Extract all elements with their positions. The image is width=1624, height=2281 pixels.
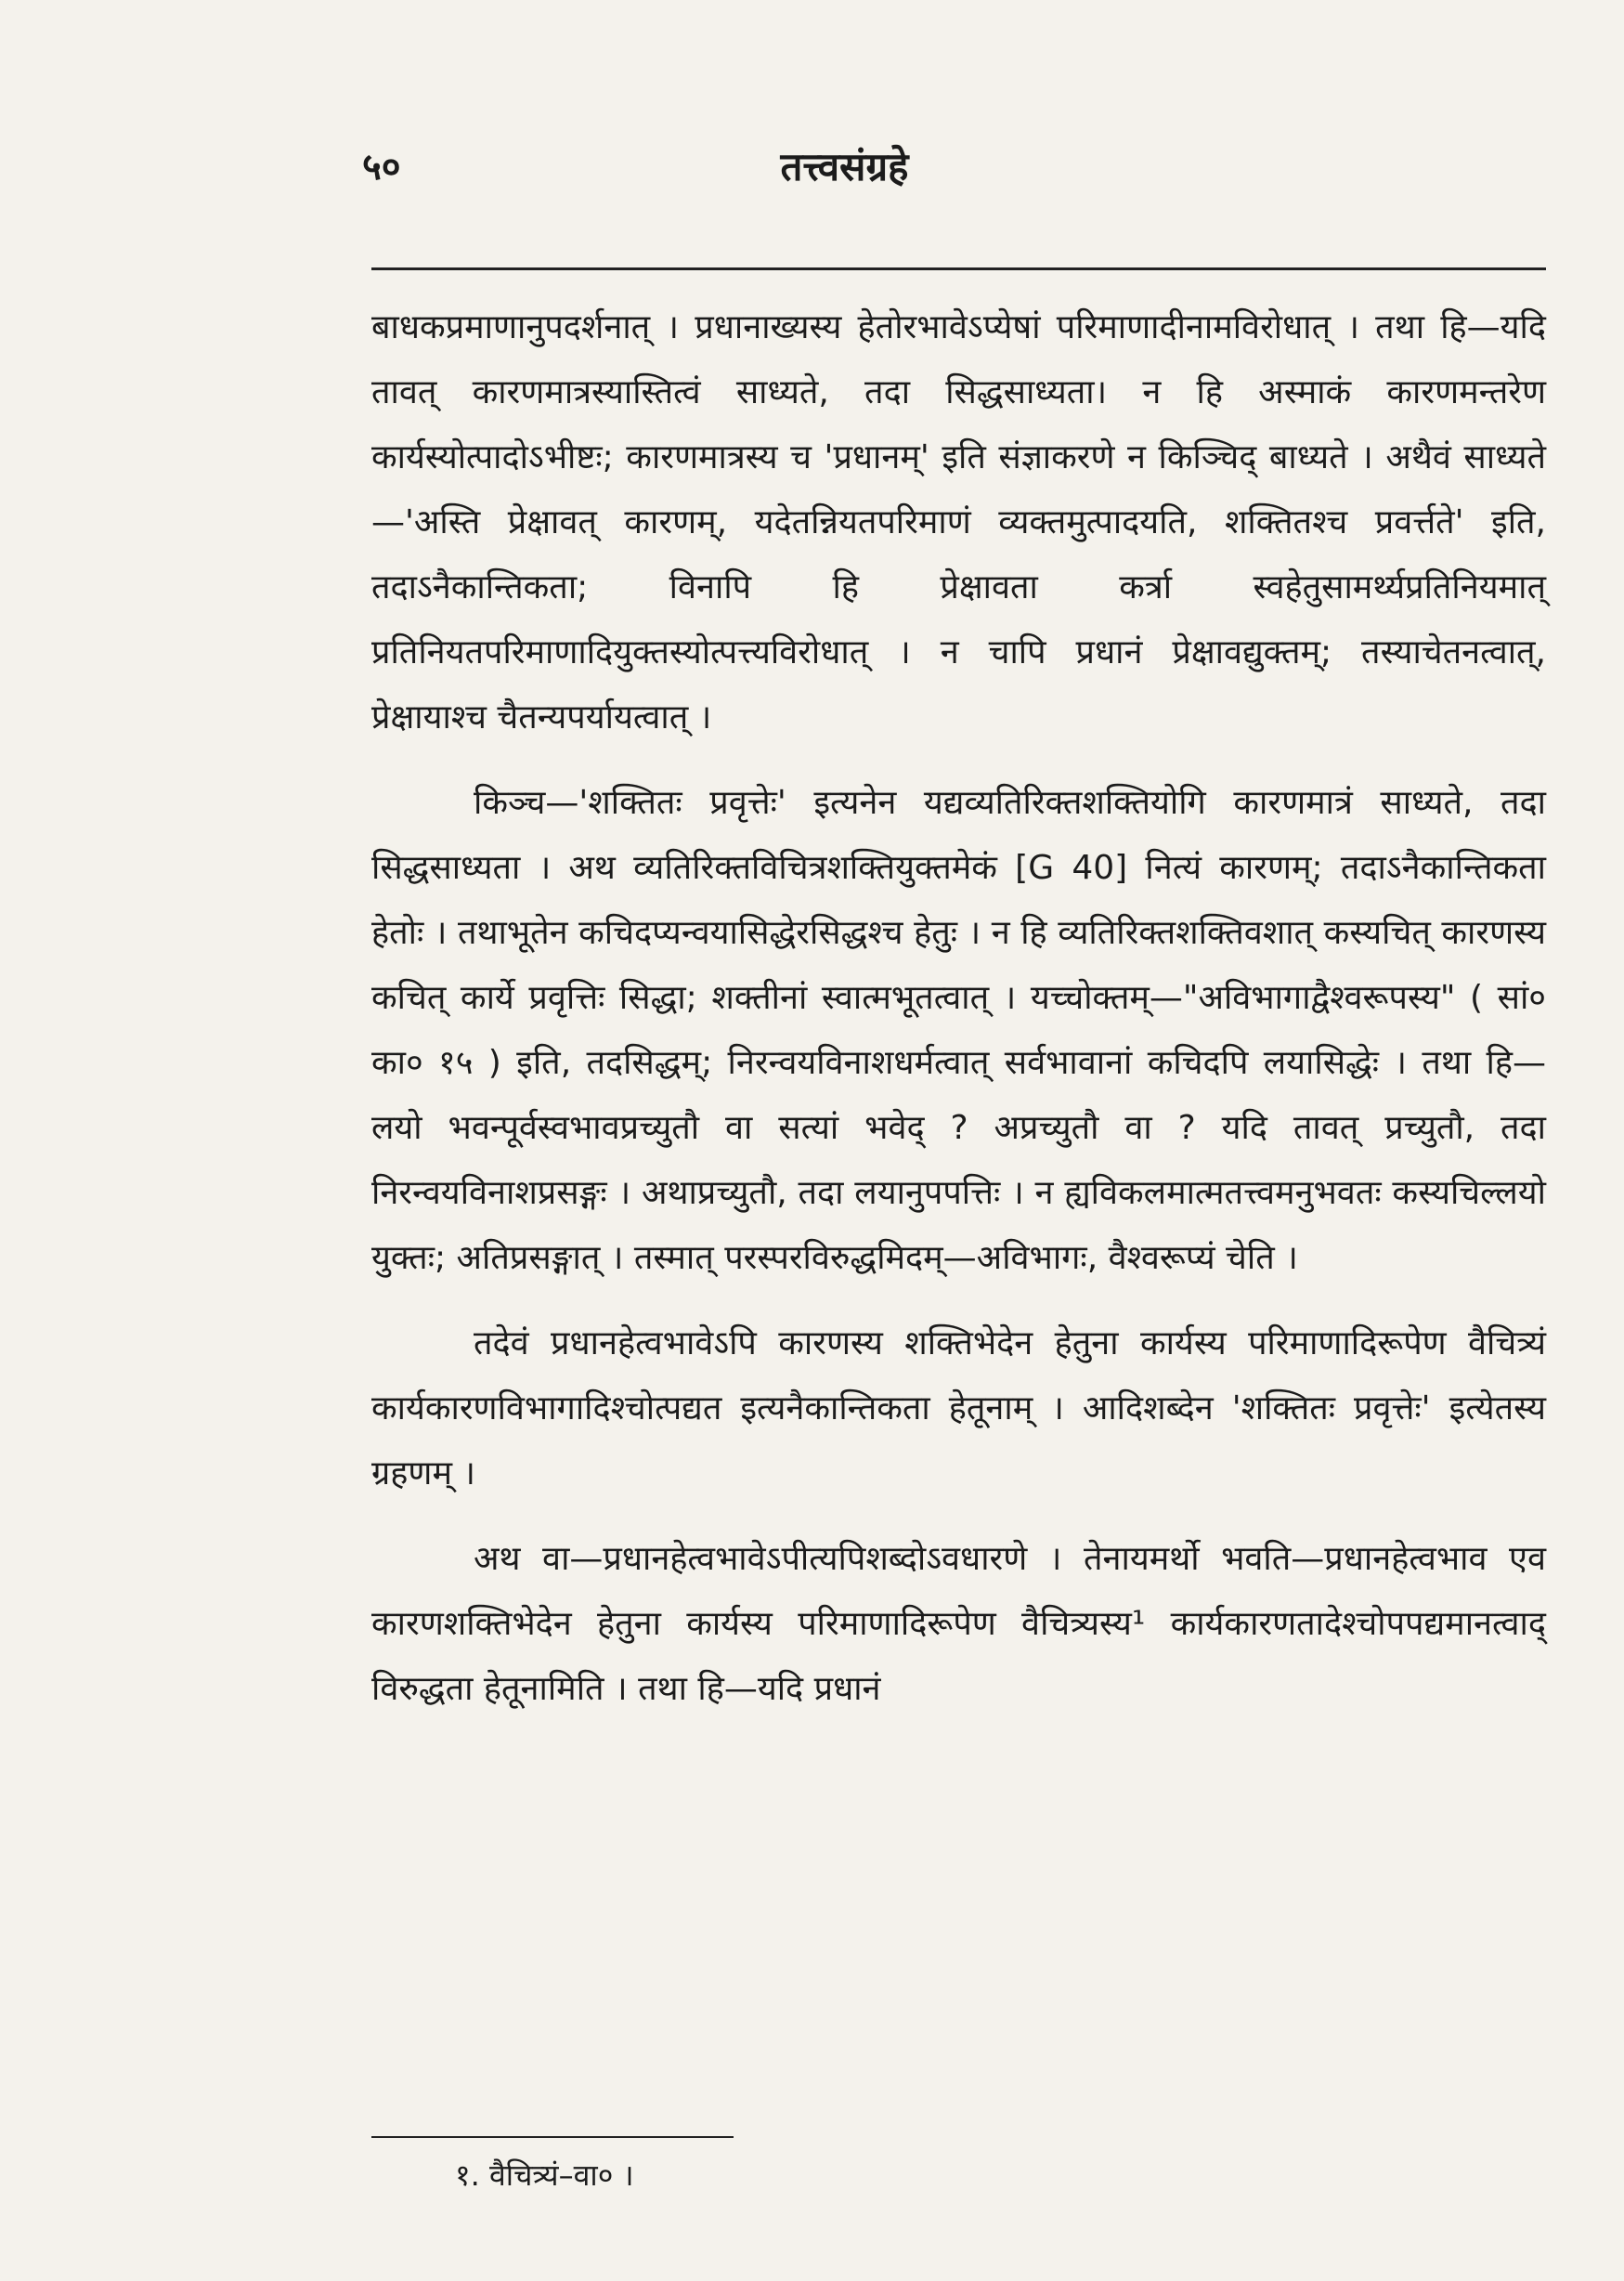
page-number: ५० xyxy=(362,146,401,189)
header-rule xyxy=(371,267,1546,270)
paragraph-4: अथ वा—प्रधानहेत्वभावेऽपीत्यपिशब्दोऽवधारणे । तेनायमर्थो भवति—प्रधानहेत्वभाव एव कारणशक्तिभेदेन हेतुना कार्यस्य परिमाणादिरूपेण वैचित्र्यस्य¹ कार्यकारणतादेश्चोपपद्यमानत्वाद् विरुद्धता हेतूनामिति । तथा हि—यदि प्रधानं xyxy=(371,1540,1546,1708)
footnote: १. वैचित्र्यं–वा० । xyxy=(455,2157,634,2193)
paragraph-1: बाधकप्रमाणानुपदर्शनात् । प्रधानाख्यस्य हेतोरभावेऽप्येषां परिमाणादीनामविरोधात् । तथा हि—यदि तावत् कारणमात्रस्यास्तित्वं साध्यते, तदा सिद्धसाध्यता। न हि अस्माकं कारणमन्तरेण कार्यस्योत्पादोऽभीष्टः; कारणमात्रस्य च 'प्रधानम्' इति संज्ञाकरणे न किञ्चिद् बाध्यते । अथैवं साध्यते—'अस्ति प्रेक्षावत् कारणम्, यदेतन्नियतपरिमाणं व्यक्तमुत्पादयति, शक्तितश्च प्रवर्त्तते' इति, तदाऽनैकान्तिकता; विनापि हि प्रेक्षावता कर्त्रा स्वहेतुसामर्थ्यप्रतिनियमात् प्रतिनियतपरिमाणादियुक्तस्योत्पत्त्यविरोधात् । न चापि प्रधानं प्रेक्षावद्युक्तम्; तस्याचेतनत्वात्, प्रेक्षायाश्च चैतन्यपर्यायत्वात् । xyxy=(371,308,1546,736)
page-header xyxy=(0,139,1624,223)
paragraph-3: तदेवं प्रधानहेत्वभावेऽपि कारणस्य शक्तिभेदेन हेतुना कार्यस्य परिमाणादिरूपेण वैचित्र्यं कार्यकारणविभागादिश्चोत्पद्यत इत्यनैकान्तिकता हेतूनाम् । आदिशब्देन 'शक्तितः प्रवृत्तेः' इत्येतस्य ग्रहणम् । xyxy=(371,1324,1546,1492)
running-title: तत्त्वसंग्रहे xyxy=(780,144,909,189)
body-text xyxy=(371,295,1546,1722)
paragraph-2: किञ्च—'शक्तितः प्रवृत्तेः' इत्यनेन यद्यव्यतिरिक्तशक्तियोगि कारणमात्रं साध्यते, तदा सिद्धसाध्यता । अथ व्यतिरिक्तविचित्रशक्तियुक्तमेकं [G 40] नित्यं कारणम्; तदाऽनैकान्तिकता हेतोः । तथाभूतेन कचिदप्यन्वयासिद्धेरसिद्धश्च हेतुः । न हि व्यतिरिक्तशक्तिवशात् कस्यचित् कारणस्य कचित् कार्ये प्रवृत्तिः सिद्धा; शक्तीनां स्वात्मभूतत्वात् । यच्चोक्तम्—"अविभागाद्वैश्वरूपस्य" ( सां० का० १५ ) इति, तदसिद्धम्; निरन्वयविनाशधर्मत्वात् सर्वभावानां कचिदपि लयासिद्धेः । तथा हि—लयो भवन्पूर्वस्वभावप्रच्युतौ वा सत्यां भवेद् ? अप्रच्युतौ वा ? यदि तावत् प्रच्युतौ, तदा निरन्वयविनाशप्रसङ्गः । अथाप्रच्युतौ, तदा लयानुपपत्तिः । न ह्यविकलमात्मतत्त्वमनुभवतः कस्यचिल्लयो युक्तः; अतिप्रसङ्गात् । तस्मात् परस्परविरुद्धमिदम्—अविभागः, वैश्वरूप्यं चेति । xyxy=(371,784,1546,1277)
footnote-rule xyxy=(371,2136,734,2138)
